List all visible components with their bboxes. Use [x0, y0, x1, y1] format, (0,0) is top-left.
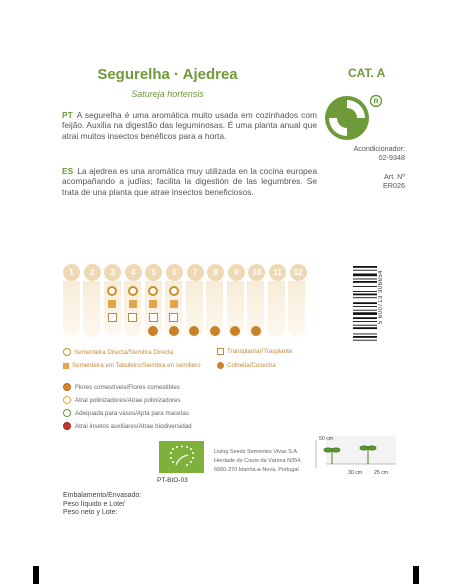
month-10: 10	[248, 264, 265, 281]
calendar-column-2	[83, 281, 100, 337]
legend-transplant-label: Transplantar/Trasplante	[227, 348, 293, 355]
description-pt	[62, 110, 317, 141]
month-3: 3	[104, 264, 121, 281]
company-name: Living Seeds Sementes Vivas S.A.	[214, 449, 299, 455]
info-text: Atrai insetos auxiliares/Atrae biodiversidad	[75, 422, 192, 430]
calendar-column-12	[288, 281, 305, 337]
direct-sowing-icon	[63, 348, 71, 356]
legend-tray	[63, 362, 201, 369]
barcode-bar	[353, 334, 377, 335]
legend-tray-label: Sementeira em Tabuleiro/Siembra en semillero	[72, 362, 201, 369]
info-item	[63, 409, 189, 417]
tray-sowing-icon	[170, 300, 178, 308]
spacing-plant: 25 cm	[374, 470, 389, 476]
svg-text:R: R	[373, 98, 379, 106]
legend-harvest	[217, 362, 276, 369]
legend-transplant	[217, 348, 292, 355]
barcode-bar	[353, 291, 377, 292]
calendar-column-3	[104, 281, 121, 337]
info-text: Adequada para vasos/Apta para macetas	[75, 409, 189, 417]
company-city: 6060-270 Idanha-a-Nova, Portugal	[214, 467, 299, 473]
harvest-icon	[169, 326, 179, 336]
spacing-height: 50 cm	[319, 436, 334, 442]
month-9: 9	[228, 264, 245, 281]
tray-sowing-icon	[108, 300, 116, 308]
month-2: 2	[84, 264, 101, 281]
crop-mark-left	[33, 566, 39, 584]
transplant-icon	[149, 313, 158, 322]
calendar-column-11	[268, 281, 285, 337]
harvest-icon	[230, 326, 240, 336]
legend-direct	[63, 348, 173, 356]
info-item	[63, 396, 181, 404]
direct-sowing-icon	[148, 286, 158, 296]
barcode-bar	[353, 336, 377, 338]
tray-sowing-icon	[149, 300, 157, 308]
barcode-bar	[353, 310, 377, 311]
description-es	[62, 166, 317, 197]
packaging-info	[63, 492, 141, 518]
barcode-bar	[353, 279, 377, 280]
crop-mark-right	[413, 566, 419, 584]
transplant-icon	[128, 313, 137, 322]
calendar-column-9	[227, 281, 244, 337]
conditioner-label: Acondicionador:	[353, 144, 405, 153]
packaging-label: Embalamento/Envasado:	[63, 492, 142, 499]
month-row	[63, 264, 307, 281]
transplant-icon	[217, 348, 224, 355]
month-5: 5	[145, 264, 162, 281]
barcode-bar	[353, 286, 377, 287]
info-text: Atrai polinizadores/Atrae polinizadores	[75, 396, 181, 404]
barcode-bar	[353, 340, 377, 341]
direct-sowing-icon	[169, 286, 179, 296]
direct-sowing-icon	[107, 286, 117, 296]
calendar-column-10	[247, 281, 264, 337]
lang-code-pt: PT	[62, 110, 73, 120]
month-4: 4	[125, 264, 142, 281]
calendar-column-6	[165, 281, 182, 337]
tray-sowing-icon	[63, 363, 69, 369]
barcode-bar	[353, 274, 377, 277]
weight-label: Peso líquido e Lote/	[63, 500, 125, 508]
eu-organic-leaf-icon	[159, 441, 204, 473]
info-text: Flores comestíveis/Flores comestibles	[75, 383, 180, 391]
description-text-pt: A segurelha é uma aromática muito usada em cozinhados com feijão. Auxilia na digestão das leguminosas. É uma planta anual que atrai muitos insectos benéficos para a horta.	[62, 110, 317, 141]
beneficial-insect-icon	[63, 422, 71, 430]
month-6: 6	[166, 264, 183, 281]
barcode-bar	[353, 297, 377, 298]
harvest-icon	[210, 326, 220, 336]
barcode-number: 5 600713 306654	[378, 270, 384, 325]
harvest-icon	[217, 362, 224, 369]
barcode-bar	[353, 321, 377, 322]
tray-sowing-icon	[129, 300, 137, 308]
description-text-es: La ajedrea es una aromática muy utilizada en la cocina europea acompañando a judías; facilita la digestión de las legumbres. Se trata de una planta que atrae insectos beneficiosos.	[62, 166, 317, 197]
info-item	[63, 383, 180, 391]
conditioner-value: 02-9348	[378, 153, 405, 163]
article-value: ER026	[383, 181, 405, 191]
pot-icon	[63, 409, 71, 417]
barcode-bar	[353, 327, 377, 329]
month-11: 11	[269, 264, 286, 281]
calendar-column-1	[63, 281, 80, 337]
month-1: 1	[63, 264, 80, 281]
barcode-bar	[353, 306, 377, 307]
legend-harvest-label: Colheita/Cosecha	[227, 362, 276, 369]
barcode	[353, 266, 377, 370]
calendar-column-5	[145, 281, 162, 337]
organic-code: PT-BIO-03	[157, 477, 188, 484]
calendar-column-4	[124, 281, 141, 337]
company-street: Herdade do Couto da Várzea N354,	[214, 458, 302, 464]
spacing-row: 30 cm	[348, 470, 363, 476]
company-address	[214, 448, 302, 475]
conditioner-info	[330, 144, 405, 163]
calendar-column-7	[186, 281, 203, 337]
legend-direct-label: Sementeira Directa/Siembra Directa	[74, 348, 174, 356]
info-item	[63, 422, 192, 430]
transplant-icon	[108, 313, 117, 322]
month-7: 7	[187, 264, 204, 281]
barcode-bar	[353, 281, 377, 283]
month-8: 8	[207, 264, 224, 281]
barcode-bar	[353, 302, 377, 304]
barcode-bar	[353, 312, 377, 315]
net-weight-label: Peso neto y Lote:	[63, 509, 118, 517]
barcode-bar	[353, 317, 377, 319]
harvest-icon	[251, 326, 261, 336]
barcode-bar	[353, 270, 377, 271]
calendar-column-8	[206, 281, 223, 337]
article-label: Art. Nº	[384, 172, 405, 181]
article-info	[330, 172, 405, 191]
edible-flower-icon	[63, 383, 71, 391]
latin-name: Satureja hortensis	[131, 89, 204, 99]
category-label: CAT. A	[348, 66, 386, 80]
sowing-calendar	[63, 281, 305, 337]
barcode-bar	[353, 325, 377, 326]
harvest-icon	[189, 326, 199, 336]
lang-code-es: ES	[62, 166, 74, 176]
barcode-bar	[353, 294, 377, 296]
pollinator-icon	[63, 396, 71, 404]
barcode-bar	[353, 266, 377, 268]
green-dot-recycling-icon	[323, 94, 385, 142]
direct-sowing-icon	[128, 286, 138, 296]
harvest-icon	[148, 326, 158, 336]
month-12: 12	[290, 264, 307, 281]
plant-spacing-diagram	[312, 432, 400, 476]
page-title: Segurelha · Ajedrea	[97, 66, 238, 83]
transplant-icon	[169, 313, 178, 322]
